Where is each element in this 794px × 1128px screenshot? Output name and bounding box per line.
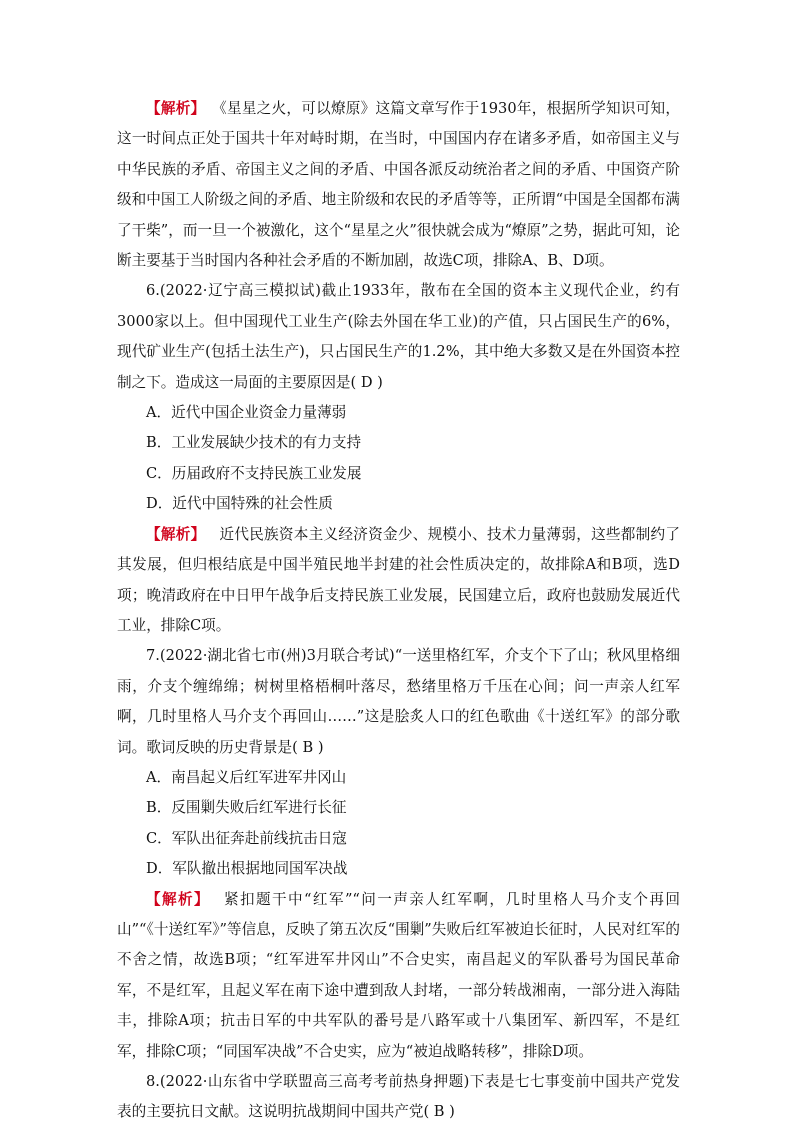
question-7-stem: 7.(2022·湖北省七市(州)3月联合考试)“一送里格红军，介支个下了山；秋风里格细雨，介支个缠绵绵；树树里格梧桐叶落尽，愁绪里格万千压在心间；问一声亲人红军啊，几时里格人马介支个再回山……”这是脍炙人口的红色歌曲《十送红军》的部分歌词。歌词反映的历史背景是( B ) (117, 647, 680, 756)
analysis-text: 紧扣题干中“红军”“问一声亲人红军啊，几时里格人马介支个再回山”“《十送红军》”等信息，反映了第五次反“围剿”失败后红军被迫长征时，人民对红军的不舍之情，故选B项；“红军进军井冈山”不合史实，南昌起义的军队番号为国民革命军，不是红军，且起义军在南下途中遭到敌人封堵，一部分转战湘南，一部分进入海陆丰，排除A项；抗击日军的中共军队的番号是八路军或十八集团军、新四军，不是红军，排除C项；“同国军决战”不合史实，应为“被迫战略转移”，排除D项。 (117, 890, 680, 1060)
question-6-option-a: A．近代中国企业资金力量薄弱 (146, 404, 347, 422)
question-7-option-b: B．反围剿失败后红军进行长征 (146, 799, 347, 817)
question-7-option-d: D．军队撤出根据地同国军决战 (146, 860, 348, 878)
analysis-paragraph (117, 520, 680, 642)
page-content (117, 94, 680, 1128)
question-6-option-d: D．近代中国特殊的社会性质 (146, 495, 333, 513)
analysis-text: 近代民族资本主义经济资金少、规模小、技术力量薄弱，这些都制约了其发展，但归根结底是中国半殖民地半封建的社会性质决定的，故排除A和B项，选D项；晚清政府在中日甲午战争后支持民族工业发展，民国建立后，政府也鼓励发展近代工业，排除C项。 (117, 525, 680, 634)
analysis-paragraph (117, 94, 680, 276)
question-6-option-c: C．历届政府不支持民族工业发展 (146, 464, 362, 482)
analysis-label: 【解析】 (146, 100, 206, 117)
analysis-paragraph (117, 885, 680, 1067)
analysis-label: 【解析】 (146, 525, 206, 543)
question-7-option-a: A．南昌起义后红军进军井冈山 (146, 768, 347, 786)
question-8-stem: 8.(2022·山东省中学联盟高三高考考前热身押题)下表是七七事变前中国共产党发表的主要抗日文献。这说明抗战期间中国共产党( B ) (117, 1073, 680, 1121)
question-6-option-b: B．工业发展缺少技术的有力支持 (146, 434, 362, 452)
analysis-text: 《星星之火，可以燎原》这篇文章写作于1930年，根据所学知识可知，这一时间点正处于国共十年对峙时期，在当时，中国国内存在诸多矛盾，如帝国主义与中华民族的矛盾、帝国主义之间的矛盾、中国各派反动统治者之间的矛盾、中国资产阶级和中国工人阶级之间的矛盾、地主阶级和农民的矛盾等等，正所谓“中国是全国都布满了干柴”，而一旦一个被激化，这个“星星之火”很快就会成为“燎原”之势，据此可知，论断主要基于当时国内各种社会矛盾的不断加剧，故选C项，排除A、B、D项。 (117, 100, 680, 270)
question-6-stem: 6.(2022·辽宁高三模拟试)截止1933年，散布在全国的资本主义现代企业，约有3000家以上。但中国现代工业生产(除去外国在华工业)的产值，只占国民生产的6%，现代矿业生产(包括土法生产)，只占国民生产的1.2%，其中绝大多数又是在外国资本控制之下。造成这一局面的主要原因是( D ) (117, 282, 680, 391)
question-7-option-c: C．军队出征奔赴前线抗击日寇 (146, 829, 347, 847)
analysis-label: 【解析】 (146, 890, 211, 908)
